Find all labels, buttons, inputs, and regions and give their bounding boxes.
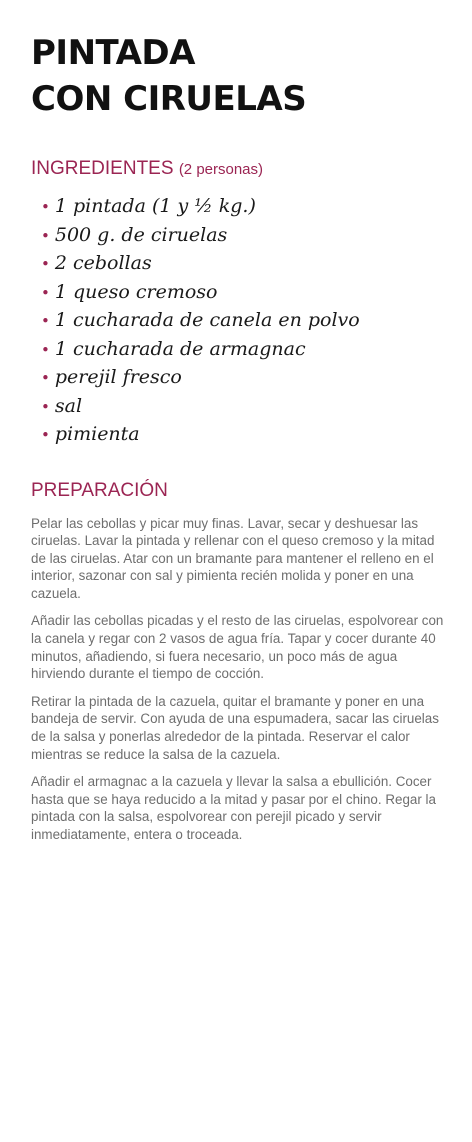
ingredient-text: 1 queso cremoso [54,280,218,303]
bullet-icon: • [41,369,50,387]
ingredient-item [41,421,446,450]
bullet-icon: • [41,340,50,359]
ingredient-item [41,307,446,336]
ingredient-text: 1 pintada (1 y ½ kg.) [54,195,256,217]
preparation-step: Retirar la pintada de la cazuela, quitar el bramante y poner en una bandeja de servir. Con ayuda de una espumadera, sacar las ciruelas de la salsa y ponerlas alrededor de la pintada. Reservar el calor mientras se reduce la salsa de la cazuela. [31,693,439,762]
preparation-steps [31,515,446,844]
ingredient-text: 1 cucharada de canela en polvo [54,309,360,331]
ingredient-item [41,193,446,222]
ingredient-item [41,364,446,393]
ingredient-text: pimienta [54,423,140,445]
servings-label: (2 personas) [178,161,264,178]
ingredient-text: sal [54,394,83,417]
recipe-title-line-1: PINTADA [31,33,195,73]
recipe-title-line-2: CON CIRUELAS [31,79,307,119]
preparation-step: Añadir las cebollas picadas y el resto de las ciruelas, espolvorear con la canela y regar con 2 vasos de agua fría. Tapar y cocer durante 40 minutos, añadiendo, si fuera necesario, un poco más de agua hirviendo durante el tiempo de cocción. [31,613,444,682]
ingredient-item [41,336,446,365]
ingredient-item [41,279,446,308]
bullet-icon: • [41,283,50,302]
bullet-icon: • [41,397,50,416]
ingredient-text: 1 cucharada de armagnac [54,337,306,360]
preparation-step: Pelar las cebollas y picar muy finas. Lavar, secar y deshuesar las ciruelas. Lavar la pintada y rellenar con el queso cremoso y la mitad de las ciruelas. Atar con un bramante para mantener el relleno en el interior, sazonar con sal y pimienta recién molida y poner en una cazuela. [31,515,435,601]
ingredient-item [41,222,446,251]
recipe-title [31,30,446,122]
ingredient-text: 500 g. de ciruelas [54,223,228,246]
recipe-page [31,30,446,854]
ingredients-list [31,193,446,450]
ingredient-text: perejil fresco [54,366,182,388]
ingredient-text: 2 cebollas [54,252,152,274]
bullet-icon: • [41,312,50,330]
preparation-step: Añadir el armagnac a la cazuela y llevar la salsa a ebullición. Cocer hasta que se haya reducido a la mitad y pasar por el chino. Regar la pintada con la salsa, espolvorear con perejil picado y servir inmediatamente, entera o troceada. [31,774,436,842]
bullet-icon: • [41,426,50,444]
preparation-heading: PREPARACIÓN [31,479,168,501]
ingredients-heading [31,158,446,180]
ingredient-item [41,393,446,422]
ingredient-item [41,250,446,279]
bullet-icon: • [41,198,50,216]
bullet-icon: • [41,226,50,245]
ingredients-heading-label: INGREDIENTES [31,158,174,179]
bullet-icon: • [41,255,50,273]
